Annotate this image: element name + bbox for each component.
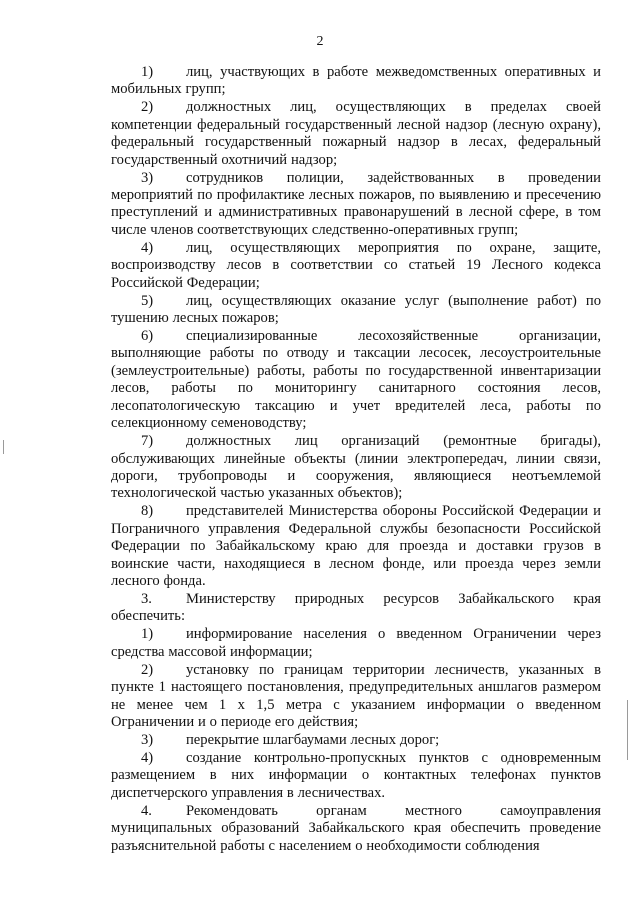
list-item: 1) лиц, участвующих в работе межведомственных оперативных и мобильных групп;: [111, 64, 601, 98]
list-item: 8) представителей Министерства обороны Российской Федерации и Пограничного управления Федеральной службы безопасности Российской Федерации по Забайкальскому краю для проезда и доставки грузов в воинские части, находящиеся в лесном фонде, или проезда через земли лесного фонда.: [111, 503, 601, 589]
list-item: 7) должностных лиц организаций (ремонтные бригады), обслуживающих линейные объекты (линии электропередач, линии связи, дороги, трубопроводы и сооружения, являющиеся неотъемлемой технологической частью указанных объектов);: [111, 433, 601, 502]
list-item: 4) лиц, осуществляющих мероприятия по охране, защите, воспроизводству лесов в соответствии со статьей 19 Лесного кодекса Российской Федерации;: [111, 239, 601, 291]
page-number: 2: [316, 34, 324, 49]
list-item: 2) установку по границам территории лесничеств, указанных в пункте 1 настоящего постановления, предупредительных аншлагов размером не менее чем 1 х 1,5 метра с указанием информации о введенном Ограничении и о периоде его действия;: [111, 661, 601, 730]
list-item: 6) специализированные лесохозяйственные организации, выполняющие работы по отводу и таксации лесосек, лесоустроительные (землеустроительные) работы, работы по государственной инвентаризации лесов, работы по мониторингу санитарного состояния лесов, лесопатологическую таксацию и учет вредителей леса, работы по селекционному семеноводству;: [111, 328, 601, 432]
list-item: 4. Рекомендовать органам местного самоуправления муниципальных образований Забайкальского края обеспечить проведение разъяснительной работы с населением о необходимости соблюдения: [111, 802, 601, 854]
list-item: 1) информирование населения о введенном Ограничении через средства массовой информации;: [111, 626, 601, 660]
list-item: 3) перекрытие шлагбаумами лесных дорог;: [141, 731, 440, 748]
document-body: [111, 64, 601, 856]
scan-edge-mark: [3, 440, 4, 454]
list-item: 3. Министерству природных ресурсов Забайкальского края обеспечить:: [111, 590, 601, 625]
list-item: 3) сотрудников полиции, задействованных в проведении мероприятий по профилактике лесных пожаров, по выявлению и пресечению преступлений и административных правонарушений в лесной сфере, в том числе членов соответствующих следственно-оперативных групп;: [111, 169, 601, 238]
list-item: 4) создание контрольно-пропускных пунктов с одновременным размещением в них информации о контактных телефонах пунктов диспетчерского управления в лесничествах.: [111, 749, 601, 801]
list-item: 2) должностных лиц, осуществляющих в пределах своей компетенции федеральный государственный лесной надзор (лесную охрану), федеральный государственный пожарный надзор в лесах, федеральный государственный охотничий надзор;: [111, 99, 601, 168]
list-item: 5) лиц, осуществляющих оказание услуг (выполнение работ) по тушению лесных пожаров;: [111, 292, 601, 327]
scan-edge-mark: [627, 700, 628, 760]
